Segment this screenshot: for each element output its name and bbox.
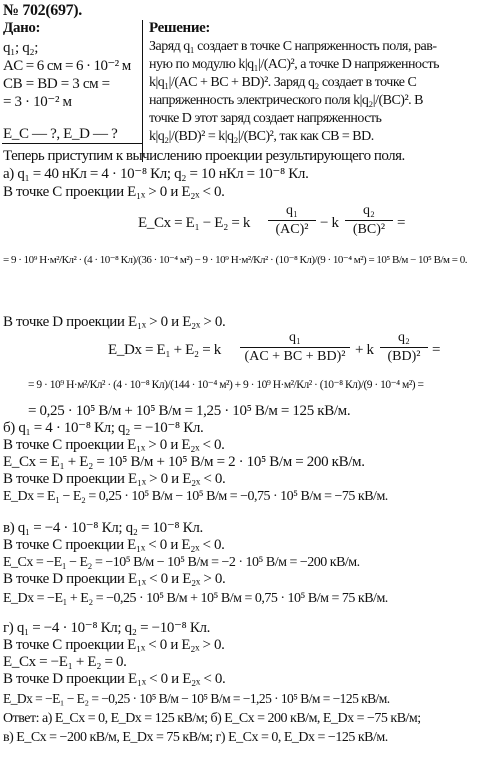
part-g-line: E_Cx = −E₁ + E₂ = 0. xyxy=(3,654,127,670)
part-a-point-d-projection: В точке D проекции E₁ₓ > 0 и E₂ₓ > 0. xyxy=(3,314,226,330)
part-b-line: E_Cx = E₁ + E₂ = 10⁵ В/м + 10⁵ В/м = 2 · 10⁵ В/м = 200 кВ/м. xyxy=(3,454,365,470)
given-find: E_C — ?, E_D — ? xyxy=(3,126,118,142)
answer-line: в) E_Cx = −200 кВ/м, E_Dx = 75 кВ/м; г) E_Cx = 0, E_Dx = −125 кВ/м. xyxy=(3,730,388,745)
part-v-line: E_Cx = −E₁ − E₂ = −10⁵ В/м − 10⁵ В/м = −2 · 10⁵ В/м = −200 кВ/м. xyxy=(3,555,360,570)
part-b-line: б) q₁ = 4 · 10⁻⁸ Кл; q₂ = −10⁻⁸ Кл. xyxy=(3,420,204,436)
edx-formula-end: = xyxy=(432,342,441,358)
solution-line: ную по модулю k|q₁|/(AC)², а точке D напряженность xyxy=(149,57,440,72)
edx-frac2-bar xyxy=(380,347,428,348)
solution-line: k|q₂|/(BD)² = k|q₂|/(BC)², так как CB = BD. xyxy=(149,129,374,144)
part-v-line: в) q₁ = −4 · 10⁻⁸ Кл; q₂ = 10⁻⁸ Кл. xyxy=(3,520,203,536)
ecx-formula-left: E_Cx = E₁ − E₂ = k xyxy=(138,215,251,231)
part-b-line: E_Dx = E₁ − E₂ = 0,25 · 10⁵ В/м − 10⁵ В/м = −0,75 · 10⁵ В/м = −75 кВ/м. xyxy=(3,489,388,504)
edx-frac2-num: q₂ xyxy=(398,330,410,345)
solution-line: k|q₁|/(AC + BC + BD)². Заряд q₂ создает в точке C xyxy=(149,75,417,90)
ecx-frac2-bar xyxy=(345,220,393,221)
given-line: AC = 6 см = 6 · 10⁻² м xyxy=(3,58,131,74)
edx-frac1-num: q₁ xyxy=(289,330,301,345)
given-line: CB = BD = 3 см = xyxy=(3,76,110,92)
part-g-line: В точке D проекции E₁ₓ < 0 и E₂ₓ < 0. xyxy=(3,671,226,687)
given-divider xyxy=(142,20,143,162)
ecx-calculation: = 9 · 10⁹ Н·м²/Кл² · (4 · 10⁻⁸ Кл)/(36 · 10⁻⁴ м²) − 9 · 10⁹ Н·м²/Кл² · (10⁻⁸ Кл)/(9 · 10⁻⁴ м²) = 10⁵ В/м − 10⁵ В/м = 0. xyxy=(3,254,467,266)
part-v-line: E_Dx = −E₁ + E₂ = −0,25 · 10⁵ В/м + 10⁵ В/м = 0,75 · 10⁵ В/м = 75 кВ/м. xyxy=(3,591,388,606)
ecx-formula-end: = xyxy=(397,215,406,231)
problem-number: № 702(697). xyxy=(3,2,82,19)
solution-line: напряженность электрического поля k|q₂|/(BC)². В xyxy=(149,93,424,108)
solution-line: точке D этот заряд создает напряженность xyxy=(149,111,382,126)
answer-line: Ответ: а) E_Cx = 0, E_Dx = 125 кВ/м; б) E_Cx = 200 кВ/м, E_Dx = −75 кВ/м; xyxy=(3,711,421,726)
ecx-frac1-bar xyxy=(268,220,316,221)
ecx-frac1-num: q₁ xyxy=(286,203,298,218)
part-b-line: В точке C проекции E₁ₓ > 0 и E₂ₓ < 0. xyxy=(3,437,225,453)
part-a-point-c-projection: В точке C проекции E₁ₓ > 0 и E₂ₓ < 0. xyxy=(3,184,225,200)
part-g-line: г) q₁ = −4 · 10⁻⁸ Кл; q₂ = −10⁻⁸ Кл. xyxy=(3,620,211,636)
edx-frac1-bar xyxy=(240,347,350,348)
ecx-frac2-num: q₂ xyxy=(363,203,375,218)
edx-frac2-den: (BD)² xyxy=(387,349,421,364)
part-b-line: В точке D проекции E₁ₓ > 0 и E₂ₓ < 0. xyxy=(3,471,226,487)
solution-header: Решение: xyxy=(149,20,211,36)
ecx-frac1-den: (AC)² xyxy=(275,222,309,237)
given-line: q₁; q₂; xyxy=(3,40,39,56)
edx-formula-mid: + k xyxy=(355,342,374,358)
part-g-line: E_Dx = −E₁ − E₂ = −0,25 · 10⁵ В/м − 10⁵ В/м = −1,25 · 10⁵ В/м = −125 кВ/м. xyxy=(3,691,390,706)
intro-line: Теперь приступим к вычислению проекции результирующего поля. xyxy=(3,148,405,164)
edx-frac1-den: (AC + BC + BD)² xyxy=(244,349,346,364)
ecx-frac2-den: (BC)² xyxy=(352,222,386,237)
given-header: Дано: xyxy=(3,20,41,36)
edx-formula-left: E_Dx = E₁ + E₂ = k xyxy=(108,342,221,358)
part-v-line: В точке D проекции E₁ₓ < 0 и E₂ₓ > 0. xyxy=(3,571,226,587)
solution-line: Заряд q₁ создает в точке C напряженность поля, рав- xyxy=(149,39,437,54)
find-rule xyxy=(2,143,142,144)
part-g-line: В точке C проекции E₁ₓ < 0 и E₂ₓ > 0. xyxy=(3,637,225,653)
ecx-formula-mid: − k xyxy=(320,215,339,231)
edx-result: = 0,25 · 10⁵ В/м + 10⁵ В/м = 1,25 · 10⁵ В/м = 125 кВ/м. xyxy=(28,403,351,419)
edx-calculation: = 9 · 10⁹ Н·м²/Кл² · (4 · 10⁻⁸ Кл)/(144 · 10⁻⁴ м²) + 9 · 10⁹ Н·м²/Кл² · (10⁻⁸ Кл)/(9 · 10⁻⁴ м²) = xyxy=(28,379,424,391)
part-a-charges: а) q₁ = 40 нКл = 4 · 10⁻⁸ Кл; q₂ = 10 нКл = 10⁻⁸ Кл. xyxy=(3,166,309,182)
part-v-line: В точке C проекции E₁ₓ < 0 и E₂ₓ < 0. xyxy=(3,537,225,553)
given-line: = 3 · 10⁻² м xyxy=(3,94,72,110)
